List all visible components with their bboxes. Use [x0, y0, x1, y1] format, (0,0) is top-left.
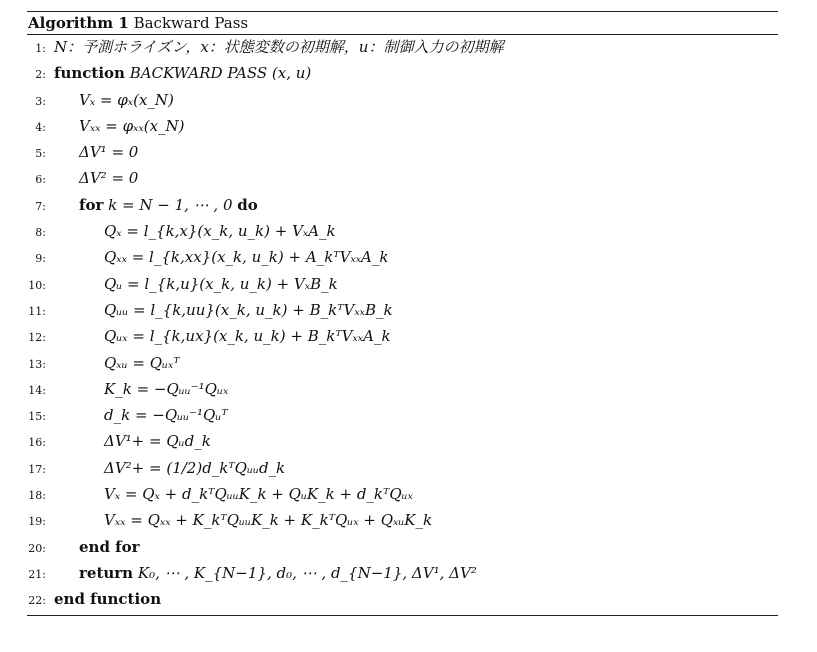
- line-code: [79, 537, 140, 557]
- line-code: [104, 510, 432, 530]
- line-number: 12:: [28, 331, 46, 345]
- line-statement: Qₓᵤ = Qᵤₓᵀ: [104, 353, 180, 372]
- line-code: [79, 168, 138, 188]
- algorithm-line: [27, 35, 778, 61]
- line-code: [104, 247, 388, 267]
- algorithm-line: [27, 193, 778, 219]
- line-keyword: return: [79, 563, 134, 582]
- line-keyword: for: [79, 195, 104, 214]
- algorithm-line: [27, 429, 778, 455]
- algorithm-line: [27, 377, 778, 403]
- line-code: [54, 63, 311, 83]
- line-statement: BACKWARD PASS (x, u): [129, 64, 312, 83]
- line-code: [104, 326, 391, 346]
- line-code: [79, 116, 185, 136]
- line-number: 10:: [28, 278, 46, 292]
- line-statement: Qᵤₓ = l_{k,ux}(x_k, u_k) + B_kᵀVₓₓA_k: [104, 327, 391, 346]
- algorithm-line: [27, 324, 778, 350]
- line-number: 5:: [35, 147, 46, 161]
- line-number: 20:: [28, 541, 46, 555]
- line-number: 13:: [28, 357, 46, 371]
- line-number: 7:: [35, 199, 46, 213]
- line-number: 21:: [28, 567, 46, 581]
- algorithm-line: [27, 351, 778, 377]
- line-statement: Qₓ = l_{k,x}(x_k, u_k) + VₓA_k: [104, 222, 336, 241]
- algorithm-line: [27, 561, 778, 587]
- line-code: [104, 274, 338, 294]
- line-statement: ΔV¹+ = Qᵤd_k: [104, 432, 211, 451]
- line-statement: N：予測ホライズン，x：状態変数の初期解，u：制御入力の初期解: [54, 38, 504, 56]
- algorithm-line: [27, 88, 778, 114]
- line-code: [79, 563, 477, 583]
- line-keyword: function: [54, 64, 125, 83]
- line-statement: ΔV²+ = (1/2)d_kᵀQᵤᵤd_k: [104, 458, 286, 477]
- line-number: 17:: [28, 462, 46, 476]
- line-statement: Vₓₓ = φₓₓ(x_N): [79, 116, 185, 135]
- line-statement: K₀, ⋯ , K_{N−1}, d₀, ⋯ , d_{N−1}, ΔV¹, ΔV²: [137, 563, 477, 582]
- line-code: [79, 90, 174, 110]
- algorithm-line: [27, 456, 778, 482]
- line-code: [54, 37, 503, 57]
- algorithm-line: [27, 61, 778, 87]
- line-statement: k = N − 1, ⋯ , 0: [108, 195, 233, 214]
- algorithm-line: [27, 114, 778, 140]
- line-number: 11:: [28, 304, 46, 318]
- algorithm-line: [27, 272, 778, 298]
- line-code: [104, 431, 211, 451]
- line-number: 15:: [28, 410, 46, 424]
- algorithm-line: [27, 403, 778, 429]
- line-number: 1:: [35, 42, 46, 55]
- line-statement: Qₓₓ = l_{k,xx}(x_k, u_k) + A_kᵀVₓₓA_k: [104, 248, 389, 267]
- line-statement: K_k = −Qᵤᵤ⁻¹Qᵤₓ: [104, 379, 229, 398]
- line-statement: ΔV² = 0: [79, 169, 139, 188]
- line-number: 4:: [35, 120, 46, 134]
- line-number: 8:: [35, 226, 46, 240]
- line-code: [104, 484, 413, 504]
- algorithm-line: [27, 482, 778, 508]
- line-statement: Qᵤ = l_{k,u}(x_k, u_k) + VₓB_k: [104, 274, 338, 293]
- algorithm-line: [27, 298, 778, 324]
- line-statement: ΔV¹ = 0: [79, 143, 139, 162]
- line-number: 18:: [28, 489, 46, 503]
- line-code: [104, 379, 228, 399]
- line-keyword: end function: [54, 590, 162, 609]
- line-code: [54, 589, 161, 609]
- algorithm-line: [27, 587, 778, 613]
- algorithm-title: Backward Pass: [133, 14, 249, 32]
- algorithm-block: [27, 11, 778, 616]
- algorithm-line: [27, 245, 778, 271]
- line-statement: Vₓₓ = Qₓₓ + K_kᵀQᵤᵤK_k + K_kᵀQᵤₓ + QₓᵤK_k: [104, 511, 433, 530]
- algorithm-caption: [27, 12, 778, 34]
- line-number: 14:: [28, 383, 46, 397]
- line-code: [104, 300, 393, 320]
- line-number: 3:: [35, 94, 46, 108]
- algorithm-line: [27, 140, 778, 166]
- line-number: 16:: [28, 436, 46, 450]
- line-code: [104, 221, 336, 241]
- algorithm-line: [27, 166, 778, 192]
- algorithm-label: Algorithm 1: [28, 14, 129, 32]
- line-statement: d_k = −Qᵤᵤ⁻¹Qᵤᵀ: [104, 406, 228, 425]
- line-statement: Qᵤᵤ = l_{k,uu}(x_k, u_k) + B_kᵀVₓₓB_k: [104, 300, 393, 319]
- line-keyword-after: do: [237, 195, 258, 214]
- line-number: 2:: [35, 68, 46, 82]
- line-number: 6:: [35, 173, 46, 187]
- algorithm-lines: [27, 35, 778, 614]
- algorithm-line: [27, 508, 778, 534]
- algorithm-line: [27, 219, 778, 245]
- line-statement: Vₓ = φₓ(x_N): [79, 90, 174, 109]
- algorithm-line: [27, 535, 778, 561]
- line-code: [79, 142, 138, 162]
- line-statement: Vₓ = Qₓ + d_kᵀQᵤᵤK_k + QᵤK_k + d_kᵀQᵤₓ: [104, 485, 413, 504]
- line-number: 19:: [28, 515, 46, 529]
- bottom-rule: [27, 615, 778, 616]
- line-number: 22:: [28, 594, 46, 608]
- line-code: [79, 195, 258, 215]
- line-code: [104, 405, 228, 425]
- line-number: 9:: [35, 252, 46, 266]
- line-code: [104, 353, 180, 373]
- line-code: [104, 458, 285, 478]
- line-keyword: end for: [79, 537, 140, 556]
